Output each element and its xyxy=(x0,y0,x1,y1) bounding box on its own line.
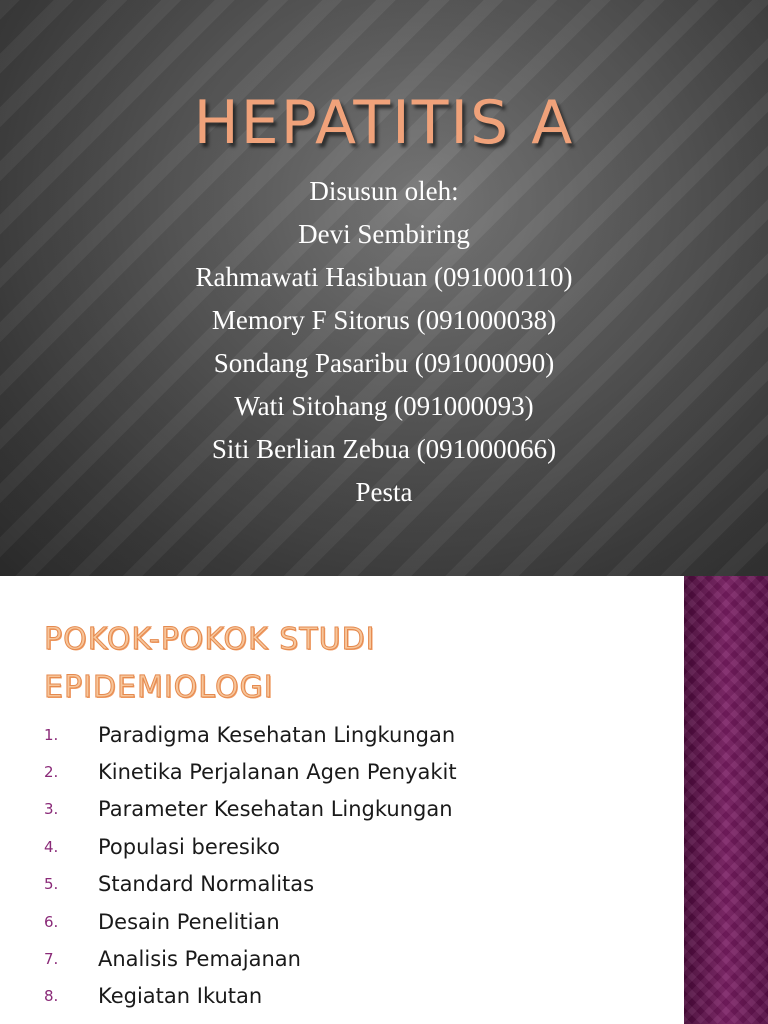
item-label: Kegiatan Ikutan xyxy=(98,984,263,1009)
item-label: Populasi beresiko xyxy=(98,834,280,859)
authors-block xyxy=(0,170,768,514)
list-item xyxy=(44,716,664,753)
list-item xyxy=(44,940,664,977)
item-label: Desain Penelitian xyxy=(98,909,280,934)
content-slide xyxy=(0,576,768,1024)
list-item xyxy=(44,753,664,790)
item-number: 5. xyxy=(44,875,59,894)
list-item xyxy=(44,791,664,828)
item-number: 7. xyxy=(44,950,59,969)
item-label: Analisis Pemajanan xyxy=(98,947,301,972)
item-number: 1. xyxy=(44,725,59,744)
item-label: Paradigma Kesehatan Lingkungan xyxy=(98,722,456,747)
author-name: Pesta xyxy=(355,477,413,507)
author-name: Sondang Pasaribu (091000090) xyxy=(213,348,555,378)
item-number: 6. xyxy=(44,912,59,931)
item-label: Kinetika Perjalanan Agen Penyakit xyxy=(98,760,457,785)
author-name: Siti Berlian Zebua (091000066) xyxy=(211,434,557,464)
item-label: Standard Normalitas xyxy=(98,872,315,897)
authors-heading: Disusun oleh: xyxy=(309,176,459,206)
title-line: POKOK-POKOK STUDI xyxy=(44,622,376,657)
list-item xyxy=(44,828,664,865)
decorative-side-bar xyxy=(684,576,768,1024)
author-name: Rahmawati Hasibuan (091000110) xyxy=(195,262,573,292)
author-name: Devi Sembiring xyxy=(298,219,470,249)
item-number: 3. xyxy=(44,800,59,819)
content-slide-title xyxy=(44,616,664,712)
item-number: 4. xyxy=(44,837,59,856)
author-name: Memory F Sitorus (091000038) xyxy=(211,305,557,335)
list-item xyxy=(44,978,664,1015)
author-name: Wati Sitohang (091000093) xyxy=(234,391,534,421)
item-label: Parameter Kesehatan Lingkungan xyxy=(98,797,453,822)
title-line: EPIDEMIOLOGI xyxy=(44,670,274,705)
list-item xyxy=(44,866,664,903)
slide-title: HEPATITIS A xyxy=(193,88,575,158)
item-number: 2. xyxy=(44,763,59,782)
list-item xyxy=(44,903,664,940)
topic-list xyxy=(44,716,664,1015)
item-number: 8. xyxy=(44,987,59,1006)
